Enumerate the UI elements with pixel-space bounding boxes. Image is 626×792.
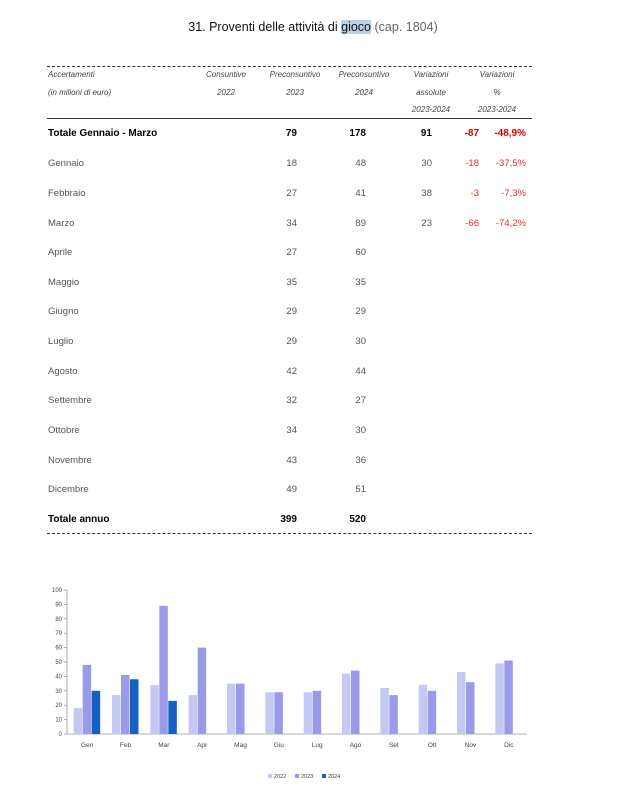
table-row [47, 366, 532, 382]
cell-2022: 27 [286, 188, 297, 199]
bar-2023-Mar [159, 606, 168, 734]
row-label: Ottobre [48, 425, 80, 436]
row-label: Settembre [48, 395, 92, 406]
cell-var-pct: -37,5% [495, 158, 526, 169]
y-tick-label: 0 [58, 732, 62, 738]
cell-2023: 89 [355, 218, 366, 229]
row-label: Maggio [48, 277, 80, 288]
header-period-pct: 2023-2024 [477, 105, 517, 114]
y-tick-label: 30 [55, 688, 62, 695]
header-consuntivo: Consuntivo [205, 70, 247, 79]
cell-2022: 34 [286, 218, 297, 229]
cell-2022: 29 [286, 306, 297, 317]
page-title [0, 20, 626, 34]
x-tick-label: Mag [234, 742, 247, 749]
y-tick-label: 40 [55, 674, 62, 681]
legend-swatch-2023 [295, 774, 299, 778]
header-period-abs: 2023-2024 [411, 105, 451, 114]
cell-var-abs: -3 [470, 188, 479, 199]
bar-2023-Mag [236, 684, 245, 734]
cell-2022: 42 [286, 366, 297, 377]
legend-label-2022: 2022 [274, 774, 287, 780]
bar-2023-Gen [83, 665, 92, 734]
table-row [47, 188, 532, 204]
header-preconsuntivo-2024: Preconsuntivo [338, 70, 390, 79]
y-tick-label: 70 [55, 631, 62, 638]
cell-2023: 44 [355, 366, 366, 377]
row-label: Febbraio [48, 188, 86, 199]
bar-2022-Lug [304, 692, 313, 734]
cell-2023: 520 [349, 514, 366, 525]
cell-2022: 399 [280, 514, 297, 525]
y-tick-label: 20 [55, 703, 62, 710]
bar-chart [0, 582, 626, 792]
cell-2022: 49 [286, 484, 297, 495]
cell-2022: 34 [286, 425, 297, 436]
table-row [47, 455, 532, 471]
table-row [47, 158, 532, 174]
table-row [47, 277, 532, 293]
legend-label-2024: 2024 [328, 774, 341, 780]
cell-2022: 79 [285, 128, 297, 139]
table-row-total-q1 [47, 128, 532, 144]
row-label: Agosto [48, 366, 78, 377]
header-unit: (in milioni di euro) [48, 88, 112, 97]
table-row [47, 336, 532, 352]
row-label: Luglio [48, 336, 74, 347]
cell-2022: 32 [286, 395, 297, 406]
table-row-total-annual [47, 514, 532, 530]
x-tick-label: Dic [504, 742, 514, 749]
cell-var-abs: -87 [464, 128, 479, 139]
cell-2022: 29 [286, 336, 297, 347]
cell-2022: 35 [286, 277, 297, 288]
row-label: Aprile [48, 247, 73, 258]
table-top-rule [47, 66, 532, 67]
bar-2023-Lug [313, 691, 322, 734]
x-tick-label: Ago [349, 742, 362, 749]
header-variazioni-abs: Variazioni [413, 70, 449, 79]
bar-2022-Feb [112, 695, 121, 734]
table-row [47, 306, 532, 322]
bar-2023-Ott [428, 691, 437, 734]
row-label: Marzo [48, 218, 75, 229]
x-tick-label: Mar [158, 742, 170, 749]
title-cap: (cap. 1804) [374, 20, 438, 34]
legend-swatch-2022 [268, 774, 272, 778]
cell-2023: 30 [355, 425, 366, 436]
bar-2023-Feb [121, 675, 130, 734]
row-label: Dicembre [48, 484, 89, 495]
cell-2022: 43 [286, 455, 297, 466]
bar-2022-Apr [189, 695, 198, 734]
row-label: Novembre [48, 455, 92, 466]
x-tick-label: Ott [427, 742, 437, 749]
cell-var-abs: -18 [465, 158, 479, 169]
y-tick-label: 80 [55, 616, 62, 623]
cell-2023: 30 [355, 336, 366, 347]
cell-var-pct: -48,9% [494, 128, 526, 139]
cell-2023: 35 [355, 277, 366, 288]
cell-var-abs: -66 [465, 218, 479, 229]
bar-2022-Dic [495, 663, 504, 734]
cell-2024: 38 [421, 188, 432, 199]
header-percent: % [493, 88, 501, 97]
x-tick-label: Lug [311, 742, 323, 749]
bar-2024-Gen [92, 691, 101, 734]
bar-2024-Mar [168, 701, 177, 734]
cell-2023: 48 [355, 158, 366, 169]
legend-swatch-2024 [322, 774, 326, 778]
cell-2023: 36 [355, 455, 366, 466]
cell-2023: 29 [355, 306, 366, 317]
x-tick-label: Gen [81, 742, 94, 749]
cell-var-pct: -74,2% [495, 218, 526, 229]
bar-2022-Giu [265, 692, 274, 734]
header-variazioni-pct: Variazioni [479, 70, 515, 79]
bar-2022-Mag [227, 684, 236, 734]
title-prefix: 31. Proventi delle attività di [188, 20, 342, 34]
table-bottom-rule [47, 533, 532, 534]
header-year-2024: 2024 [355, 88, 373, 97]
row-label: Totale annuo [48, 514, 110, 525]
bar-2023-Ago [351, 671, 360, 734]
table-row [47, 484, 532, 500]
y-tick-label: 60 [55, 645, 62, 652]
bar-2022-Gen [74, 708, 83, 734]
y-tick-label: 50 [55, 660, 62, 666]
y-tick-label: 100 [51, 588, 62, 594]
table-row [47, 218, 532, 234]
x-tick-label: Apr [197, 742, 208, 749]
x-tick-label: Feb [119, 742, 132, 749]
y-tick-label: 90 [55, 602, 62, 609]
bar-2023-Set [389, 695, 398, 734]
bar-2023-Giu [274, 692, 283, 734]
bar-2022-Nov [457, 672, 466, 734]
row-label: Totale Gennaio - Marzo [48, 128, 158, 139]
cell-2023: 27 [355, 395, 366, 406]
cell-2023: 178 [349, 128, 366, 139]
header-accertamenti: Accertamenti [48, 70, 95, 79]
x-tick-label: Set [388, 742, 399, 749]
cell-2024: 91 [420, 128, 432, 139]
bar-2023-Dic [504, 661, 513, 734]
cell-2022: 18 [286, 158, 297, 169]
x-tick-label: Giu [273, 742, 284, 749]
bar-2022-Set [380, 688, 389, 734]
table-row [47, 425, 532, 441]
cell-2022: 27 [286, 247, 297, 258]
header-rule [47, 118, 532, 119]
bar-2024-Feb [130, 679, 139, 734]
bar-2022-Ott [419, 685, 428, 734]
cell-2023: 41 [355, 188, 366, 199]
header-year-2023: 2023 [286, 88, 304, 97]
row-label: Gennaio [48, 158, 84, 169]
row-label: Giugno [48, 306, 79, 317]
y-tick-label: 10 [55, 717, 62, 724]
header-assolute: assolute [416, 88, 446, 97]
cell-2023: 60 [355, 247, 366, 258]
cell-2024: 30 [421, 158, 432, 169]
cell-2024: 23 [421, 218, 432, 229]
header-year-2022: 2022 [217, 88, 235, 97]
cell-2023: 51 [355, 484, 366, 495]
bar-2022-Ago [342, 674, 351, 734]
legend-label-2023: 2023 [301, 774, 314, 780]
bar-2023-Nov [466, 682, 475, 734]
table-row [47, 395, 532, 411]
bar-2022-Mar [150, 685, 159, 734]
cell-var-pct: -7,3% [501, 188, 526, 199]
x-tick-label: Nov [464, 742, 477, 749]
table-row [47, 247, 532, 263]
bar-2023-Apr [198, 648, 207, 734]
title-highlight: gioco [341, 20, 372, 34]
header-preconsuntivo-2023: Preconsuntivo [269, 70, 321, 79]
